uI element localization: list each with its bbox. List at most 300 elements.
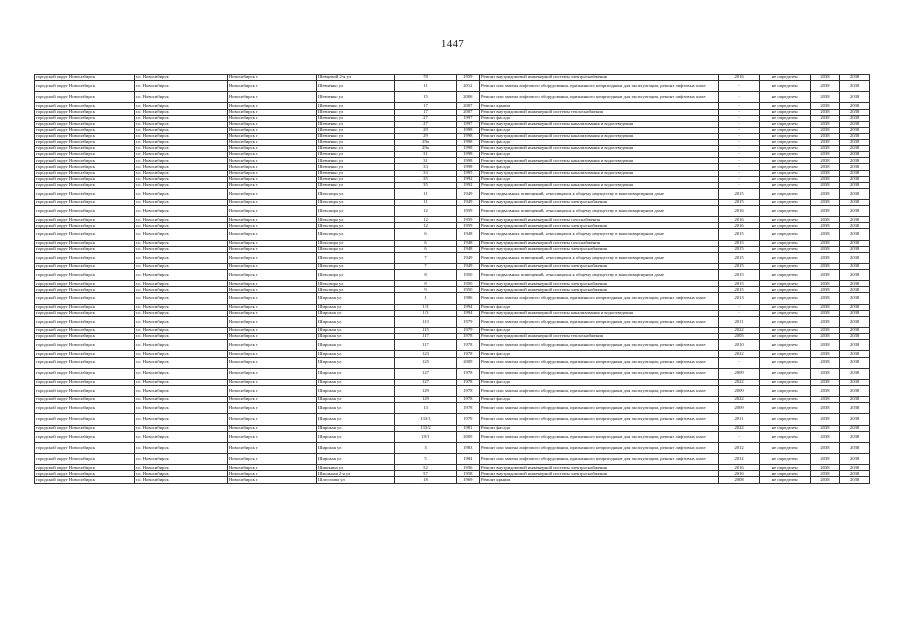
cell-house-number: 1/3 [395, 304, 456, 310]
cell-district: г.о. Новосибирск [134, 115, 227, 121]
cell-city: Новосибирск г [227, 328, 316, 334]
cell-work-type: Ремонт подвальных помещений, относящихся к общему имуществу в многоквартирном доме [479, 188, 718, 199]
cell-build-year: 1959 [456, 75, 479, 81]
cell-build-year: 1979 [456, 414, 479, 425]
cell-municipality: городской округ Новосибирск [35, 264, 135, 270]
cell-street: Шекспира ул [316, 229, 394, 240]
cell-plan-start: 2038 [810, 121, 840, 127]
cell-plan-start: 2038 [810, 158, 840, 164]
cell-work-type: Ремонт или замена лифтового оборудования, признанного непригодным для эксплуатации, ремонт лифтовых шахт [479, 454, 718, 465]
cell-municipality: городской округ Новосибирск [35, 240, 135, 246]
cell-build-year: 1981 [456, 425, 479, 431]
cell-municipality: городской округ Новосибирск [35, 81, 135, 92]
cell-last-repair-year: 2015 [719, 246, 759, 252]
cell-work-type: Ремонт внутридомовой инженерной системы газоснабжения [479, 240, 718, 246]
cell-plan-end: 2038 [840, 454, 870, 465]
cell-last-repair-year: 2011 [719, 316, 759, 327]
cell-plan-end: 2038 [840, 471, 870, 477]
cell-last-repair-year: - [719, 127, 759, 133]
cell-municipality: городской округ Новосибирск [35, 140, 135, 146]
cell-plan-start: 2038 [810, 152, 840, 158]
cell-status: не определен [759, 431, 810, 442]
cell-build-year: 1959 [456, 217, 479, 223]
cell-street: Широкая ул [316, 442, 394, 453]
cell-street: Шекспира ул [316, 287, 394, 293]
cell-municipality: городской округ Новосибирск [35, 109, 135, 115]
cell-district: г.о. Новосибирск [134, 471, 227, 477]
cell-district: г.о. Новосибирск [134, 351, 227, 357]
cell-plan-start: 2038 [810, 140, 840, 146]
cell-work-type: Ремонт внутридомовой инженерной системы электроснабжения [479, 246, 718, 252]
cell-build-year: 1950 [456, 270, 479, 281]
cell-municipality: городской округ Новосибирск [35, 379, 135, 385]
cell-house-number: 115 [395, 328, 456, 334]
cell-city: Новосибирск г [227, 465, 316, 471]
table-row [35, 403, 870, 414]
cell-city: Новосибирск г [227, 357, 316, 368]
cell-plan-start: 2038 [810, 223, 840, 229]
cell-status: не определен [759, 133, 810, 139]
cell-last-repair-year: 2009 [719, 368, 759, 379]
cell-municipality: городской округ Новосибирск [35, 287, 135, 293]
cell-work-type: Ремонт подвальных помещений, относящихся к общему имуществу в многоквартирном доме [479, 206, 718, 217]
cell-plan-end: 2038 [840, 217, 870, 223]
cell-city: Новосибирск г [227, 81, 316, 92]
cell-district: г.о. Новосибирск [134, 217, 227, 223]
cell-plan-start: 2038 [810, 454, 840, 465]
cell-house-number: 113 [395, 316, 456, 327]
cell-house-number: 6 [395, 229, 456, 240]
cell-plan-end: 2038 [840, 146, 870, 152]
cell-street: Шевченко ул [316, 92, 394, 103]
cell-status: не определен [759, 368, 810, 379]
cell-last-repair-year: 2022 [719, 397, 759, 403]
cell-plan-start: 2038 [810, 182, 840, 188]
cell-district: г.о. Новосибирск [134, 103, 227, 109]
cell-house-number: 8 [395, 270, 456, 281]
cell-status: не определен [759, 103, 810, 109]
cell-status: не определен [759, 217, 810, 223]
cell-plan-start: 2038 [810, 425, 840, 431]
cell-municipality: городской округ Новосибирск [35, 182, 135, 188]
cell-city: Новосибирск г [227, 246, 316, 252]
cell-build-year: 1994 [456, 310, 479, 316]
cell-municipality: городской округ Новосибирск [35, 176, 135, 182]
cell-municipality: городской округ Новосибирск [35, 477, 135, 483]
cell-house-number: 33 [395, 170, 456, 176]
cell-city: Новосибирск г [227, 252, 316, 263]
cell-build-year: 1979 [456, 328, 479, 334]
cell-last-repair-year: 2015 [719, 281, 759, 287]
cell-city: Новосибирск г [227, 170, 316, 176]
cell-city: Новосибирск г [227, 454, 316, 465]
cell-work-type: Ремонт подвальных помещений, относящихся к общему имуществу в многоквартирном доме [479, 252, 718, 263]
cell-work-type: Ремонт внутридомовой инженерной системы электроснабжения [479, 199, 718, 205]
cell-status: не определен [759, 81, 810, 92]
cell-build-year: 1949 [456, 199, 479, 205]
cell-build-year: 1998 [456, 164, 479, 170]
cell-status: не определен [759, 188, 810, 199]
cell-house-number: 18 [395, 477, 456, 483]
cell-house-number: 17 [395, 109, 456, 115]
cell-street: Шекспира ул [316, 223, 394, 229]
cell-work-type: Ремонт или замена лифтового оборудования, признанного непригодным для эксплуатации, ремонт лифтовых шахт [479, 368, 718, 379]
cell-house-number: 6 [395, 240, 456, 246]
cell-plan-end: 2038 [840, 414, 870, 425]
cell-house-number: 1 [395, 293, 456, 304]
cell-plan-start: 2038 [810, 206, 840, 217]
cell-municipality: городской округ Новосибирск [35, 454, 135, 465]
cell-last-repair-year: - [719, 109, 759, 115]
cell-last-repair-year: 2016 [719, 75, 759, 81]
cell-district: г.о. Новосибирск [134, 414, 227, 425]
cell-last-repair-year: 2011 [719, 414, 759, 425]
cell-house-number: 27 [395, 121, 456, 127]
cell-municipality: городской округ Новосибирск [35, 368, 135, 379]
cell-district: г.о. Новосибирск [134, 182, 227, 188]
cell-street: Шекспира ул [316, 264, 394, 270]
cell-status: не определен [759, 328, 810, 334]
cell-house-number: 133/1 [395, 414, 456, 425]
cell-municipality: городской округ Новосибирск [35, 293, 135, 304]
cell-work-type: Ремонт или замена лифтового оборудования, признанного непригодным для эксплуатации, ремонт лифтовых шахт [479, 92, 718, 103]
cell-street: Шевцовой 2-я ул [316, 75, 394, 81]
cell-plan-start: 2038 [810, 270, 840, 281]
cell-plan-start: 2038 [810, 293, 840, 304]
cell-municipality: городской округ Новосибирск [35, 425, 135, 431]
cell-last-repair-year: - [719, 140, 759, 146]
cell-city: Новосибирск г [227, 281, 316, 287]
cell-district: г.о. Новосибирск [134, 146, 227, 152]
cell-house-number: 123 [395, 351, 456, 357]
cell-work-type: Ремонт или замена лифтового оборудования, признанного непригодным для эксплуатации, ремонт лифтовых шахт [479, 293, 718, 304]
cell-status: не определен [759, 115, 810, 121]
cell-plan-end: 2038 [840, 246, 870, 252]
cell-city: Новосибирск г [227, 316, 316, 327]
cell-house-number: 33 [395, 164, 456, 170]
cell-house-number: 127 [395, 368, 456, 379]
cell-plan-end: 2038 [840, 385, 870, 396]
cell-plan-end: 2038 [840, 199, 870, 205]
cell-status: не определен [759, 158, 810, 164]
cell-last-repair-year: 2022 [719, 379, 759, 385]
cell-last-repair-year: - [719, 81, 759, 92]
cell-plan-end: 2038 [840, 304, 870, 310]
cell-city: Новосибирск г [227, 164, 316, 170]
cell-last-repair-year: 2022 [719, 351, 759, 357]
cell-status: не определен [759, 229, 810, 240]
cell-work-type: Ремонт фасада [479, 304, 718, 310]
cell-street: Шекспира ул [316, 217, 394, 223]
cell-last-repair-year: - [719, 164, 759, 170]
cell-plan-end: 2038 [840, 121, 870, 127]
cell-work-type: Ремонт фасада [479, 164, 718, 170]
cell-street: Школьная 2-я ул [316, 471, 394, 477]
cell-city: Новосибирск г [227, 115, 316, 121]
cell-house-number: 11 [395, 188, 456, 199]
cell-municipality: городской округ Новосибирск [35, 103, 135, 109]
cell-status: не определен [759, 454, 810, 465]
cell-city: Новосибирск г [227, 223, 316, 229]
cell-house-number: 11 [395, 199, 456, 205]
cell-municipality: городской округ Новосибирск [35, 229, 135, 240]
cell-plan-end: 2038 [840, 431, 870, 442]
cell-work-type: Ремонт крыши [479, 103, 718, 109]
cell-district: г.о. Новосибирск [134, 357, 227, 368]
cell-plan-end: 2038 [840, 182, 870, 188]
cell-plan-end: 2038 [840, 133, 870, 139]
cell-build-year: 1949 [456, 188, 479, 199]
cell-last-repair-year: - [719, 304, 759, 310]
cell-plan-start: 2038 [810, 340, 840, 351]
cell-plan-start: 2038 [810, 115, 840, 121]
cell-build-year: 1998 [456, 133, 479, 139]
table-row [35, 454, 870, 465]
cell-work-type: Ремонт или замена лифтового оборудования, признанного непригодным для эксплуатации, ремонт лифтовых шахт [479, 403, 718, 414]
cell-work-type: Ремонт внутридомовой инженерной системы теплоснабжения [479, 334, 718, 340]
cell-municipality: городской округ Новосибирск [35, 206, 135, 217]
cell-last-repair-year: 2012 [719, 454, 759, 465]
table-row [35, 442, 870, 453]
cell-build-year: 1998 [456, 152, 479, 158]
cell-last-repair-year: - [719, 92, 759, 103]
cell-municipality: городской округ Новосибирск [35, 281, 135, 287]
cell-district: г.о. Новосибирск [134, 304, 227, 310]
cell-build-year: 1949 [456, 252, 479, 263]
cell-municipality: городской округ Новосибирск [35, 223, 135, 229]
cell-last-repair-year: - [719, 176, 759, 182]
cell-street: Широкая ул [316, 304, 394, 310]
cell-build-year: 1950 [456, 281, 479, 287]
cell-plan-start: 2038 [810, 304, 840, 310]
cell-plan-end: 2038 [840, 328, 870, 334]
cell-city: Новосибирск г [227, 304, 316, 310]
cell-plan-start: 2038 [810, 385, 840, 396]
cell-work-type: Ремонт внутридомовой инженерной системы электроснабжения [479, 465, 718, 471]
cell-status: не определен [759, 109, 810, 115]
cell-status: не определен [759, 357, 810, 368]
cell-plan-start: 2038 [810, 146, 840, 152]
cell-last-repair-year: 2009 [719, 403, 759, 414]
cell-municipality: городской округ Новосибирск [35, 170, 135, 176]
cell-last-repair-year: 2009 [719, 385, 759, 396]
cell-status: не определен [759, 334, 810, 340]
cell-city: Новосибирск г [227, 287, 316, 293]
cell-house-number: 31 [395, 158, 456, 164]
cell-plan-end: 2038 [840, 477, 870, 483]
cell-house-number: 129 [395, 385, 456, 396]
cell-plan-start: 2038 [810, 170, 840, 176]
cell-plan-end: 2038 [840, 109, 870, 115]
cell-work-type: Ремонт фасада [479, 351, 718, 357]
cell-district: г.о. Новосибирск [134, 340, 227, 351]
cell-work-type: Ремонт внутридомовой инженерной системы электроснабжения [479, 75, 718, 81]
cell-city: Новосибирск г [227, 264, 316, 270]
cell-status: не определен [759, 351, 810, 357]
cell-work-type: Ремонт крыши [479, 477, 718, 483]
cell-house-number: 9 [395, 287, 456, 293]
table-row [35, 252, 870, 263]
cell-plan-start: 2038 [810, 264, 840, 270]
cell-last-repair-year: - [719, 158, 759, 164]
cell-city: Новосибирск г [227, 217, 316, 223]
cell-last-repair-year: 2016 [719, 206, 759, 217]
table-row [35, 206, 870, 217]
cell-plan-end: 2038 [840, 340, 870, 351]
cell-street: Широкая ул [316, 310, 394, 316]
cell-municipality: городской округ Новосибирск [35, 310, 135, 316]
cell-plan-end: 2038 [840, 188, 870, 199]
cell-status: не определен [759, 121, 810, 127]
cell-city: Новосибирск г [227, 92, 316, 103]
cell-plan-start: 2038 [810, 75, 840, 81]
cell-last-repair-year: 2015 [719, 229, 759, 240]
cell-last-repair-year: 2016 [719, 223, 759, 229]
cell-street: Шишкина ул [316, 465, 394, 471]
cell-street: Шевченко ул [316, 115, 394, 121]
cell-last-repair-year: 2015 [719, 287, 759, 293]
cell-house-number: 7 [395, 264, 456, 270]
cell-street: Шевченко ул [316, 176, 394, 182]
cell-city: Новосибирск г [227, 158, 316, 164]
cell-last-repair-year: - [719, 357, 759, 368]
cell-street: Широкая ул [316, 379, 394, 385]
cell-build-year: 1998 [456, 140, 479, 146]
cell-plan-end: 2038 [840, 264, 870, 270]
cell-city: Новосибирск г [227, 109, 316, 115]
table-row [35, 293, 870, 304]
cell-city: Новосибирск г [227, 351, 316, 357]
cell-district: г.о. Новосибирск [134, 240, 227, 246]
cell-build-year: 1978 [456, 385, 479, 396]
cell-plan-end: 2038 [840, 81, 870, 92]
table-body [35, 75, 870, 484]
cell-work-type: Ремонт внутридомовой инженерной системы электроснабжения [479, 223, 718, 229]
cell-work-type: Ремонт подвальных помещений, относящихся к общему имуществу в многоквартирном доме [479, 270, 718, 281]
cell-work-type: Ремонт или замена лифтового оборудования, признанного непригодным для эксплуатации, ремонт лифтовых шахт [479, 431, 718, 442]
cell-last-repair-year: 2015 [719, 264, 759, 270]
cell-street: Шекспира ул [316, 281, 394, 287]
cell-status: не определен [759, 199, 810, 205]
cell-status: не определен [759, 92, 810, 103]
cell-build-year: 2009 [456, 357, 479, 368]
cell-plan-start: 2038 [810, 252, 840, 263]
cell-district: г.о. Новосибирск [134, 368, 227, 379]
cell-status: не определен [759, 170, 810, 176]
cell-municipality: городской округ Новосибирск [35, 217, 135, 223]
cell-status: не определен [759, 206, 810, 217]
cell-municipality: городской округ Новосибирск [35, 75, 135, 81]
cell-street: Широкая ул [316, 316, 394, 327]
cell-street: Широкая ул [316, 340, 394, 351]
cell-status: не определен [759, 176, 810, 182]
cell-municipality: городской округ Новосибирск [35, 431, 135, 442]
cell-district: г.о. Новосибирск [134, 92, 227, 103]
cell-last-repair-year: 2015 [719, 188, 759, 199]
cell-plan-start: 2038 [810, 109, 840, 115]
cell-street: Шевченко ул [316, 158, 394, 164]
cell-work-type: Ремонт подвальных помещений, относящихся к общему имуществу в многоквартирном доме [479, 229, 718, 240]
cell-street: Шекспира ул [316, 206, 394, 217]
cell-work-type: Ремонт внутридомовой инженерной системы электроснабжения [479, 287, 718, 293]
cell-work-type: Ремонт внутридомовой инженерной системы канализования и водоотведения [479, 158, 718, 164]
cell-district: г.о. Новосибирск [134, 270, 227, 281]
cell-city: Новосибирск г [227, 368, 316, 379]
cell-plan-start: 2038 [810, 397, 840, 403]
table-row [35, 92, 870, 103]
cell-city: Новосибирск г [227, 229, 316, 240]
cell-plan-start: 2038 [810, 403, 840, 414]
cell-street: Шекспира ул [316, 199, 394, 205]
cell-plan-end: 2038 [840, 465, 870, 471]
cell-municipality: городской округ Новосибирск [35, 252, 135, 263]
cell-street: Шекспира ул [316, 252, 394, 263]
table-row [35, 414, 870, 425]
cell-municipality: городской округ Новосибирск [35, 304, 135, 310]
cell-city: Новосибирск г [227, 103, 316, 109]
cell-work-type: Ремонт фасада [479, 140, 718, 146]
cell-house-number: 12 [395, 217, 456, 223]
cell-city: Новосибирск г [227, 240, 316, 246]
table-row [35, 188, 870, 199]
cell-district: г.о. Новосибирск [134, 379, 227, 385]
cell-city: Новосибирск г [227, 379, 316, 385]
cell-status: не определен [759, 397, 810, 403]
cell-city: Новосибирск г [227, 334, 316, 340]
table-row [35, 385, 870, 396]
cell-municipality: городской округ Новосибирск [35, 471, 135, 477]
cell-last-repair-year: 2008 [719, 477, 759, 483]
cell-street: Шевченко ул [316, 140, 394, 146]
cell-status: не определен [759, 264, 810, 270]
cell-plan-start: 2038 [810, 127, 840, 133]
cell-last-repair-year: - [719, 431, 759, 442]
cell-district: г.о. Новосибирск [134, 431, 227, 442]
cell-house-number: 12 [395, 223, 456, 229]
cell-district: г.о. Новосибирск [134, 164, 227, 170]
cell-city: Новосибирск г [227, 442, 316, 453]
cell-work-type: Ремонт фасада [479, 397, 718, 403]
cell-status: не определен [759, 146, 810, 152]
cell-plan-start: 2038 [810, 217, 840, 223]
cell-build-year: 2007 [456, 109, 479, 115]
cell-status: не определен [759, 379, 810, 385]
cell-street: Шевченко ул [316, 146, 394, 152]
cell-street: Широкая ул [316, 351, 394, 357]
cell-street: Широкая ул [316, 385, 394, 396]
cell-last-repair-year: 2016 [719, 465, 759, 471]
cell-plan-start: 2038 [810, 92, 840, 103]
cell-work-type: Ремонт фасада [479, 176, 718, 182]
cell-house-number: 117 [395, 334, 456, 340]
cell-street: Широкая ул [316, 397, 394, 403]
cell-build-year: 1995 [456, 170, 479, 176]
cell-municipality: городской округ Новосибирск [35, 146, 135, 152]
cell-city: Новосибирск г [227, 385, 316, 396]
cell-plan-end: 2038 [840, 103, 870, 109]
cell-build-year: 1997 [456, 115, 479, 121]
cell-district: г.о. Новосибирск [134, 281, 227, 287]
cell-status: не определен [759, 223, 810, 229]
cell-district: г.о. Новосибирск [134, 385, 227, 396]
cell-street: Шевченко ул [316, 164, 394, 170]
cell-district: г.о. Новосибирск [134, 425, 227, 431]
cell-build-year: 1992 [456, 176, 479, 182]
cell-house-number: 11 [395, 81, 456, 92]
cell-city: Новосибирск г [227, 425, 316, 431]
cell-work-type: Ремонт фасада [479, 379, 718, 385]
cell-last-repair-year: - [719, 121, 759, 127]
